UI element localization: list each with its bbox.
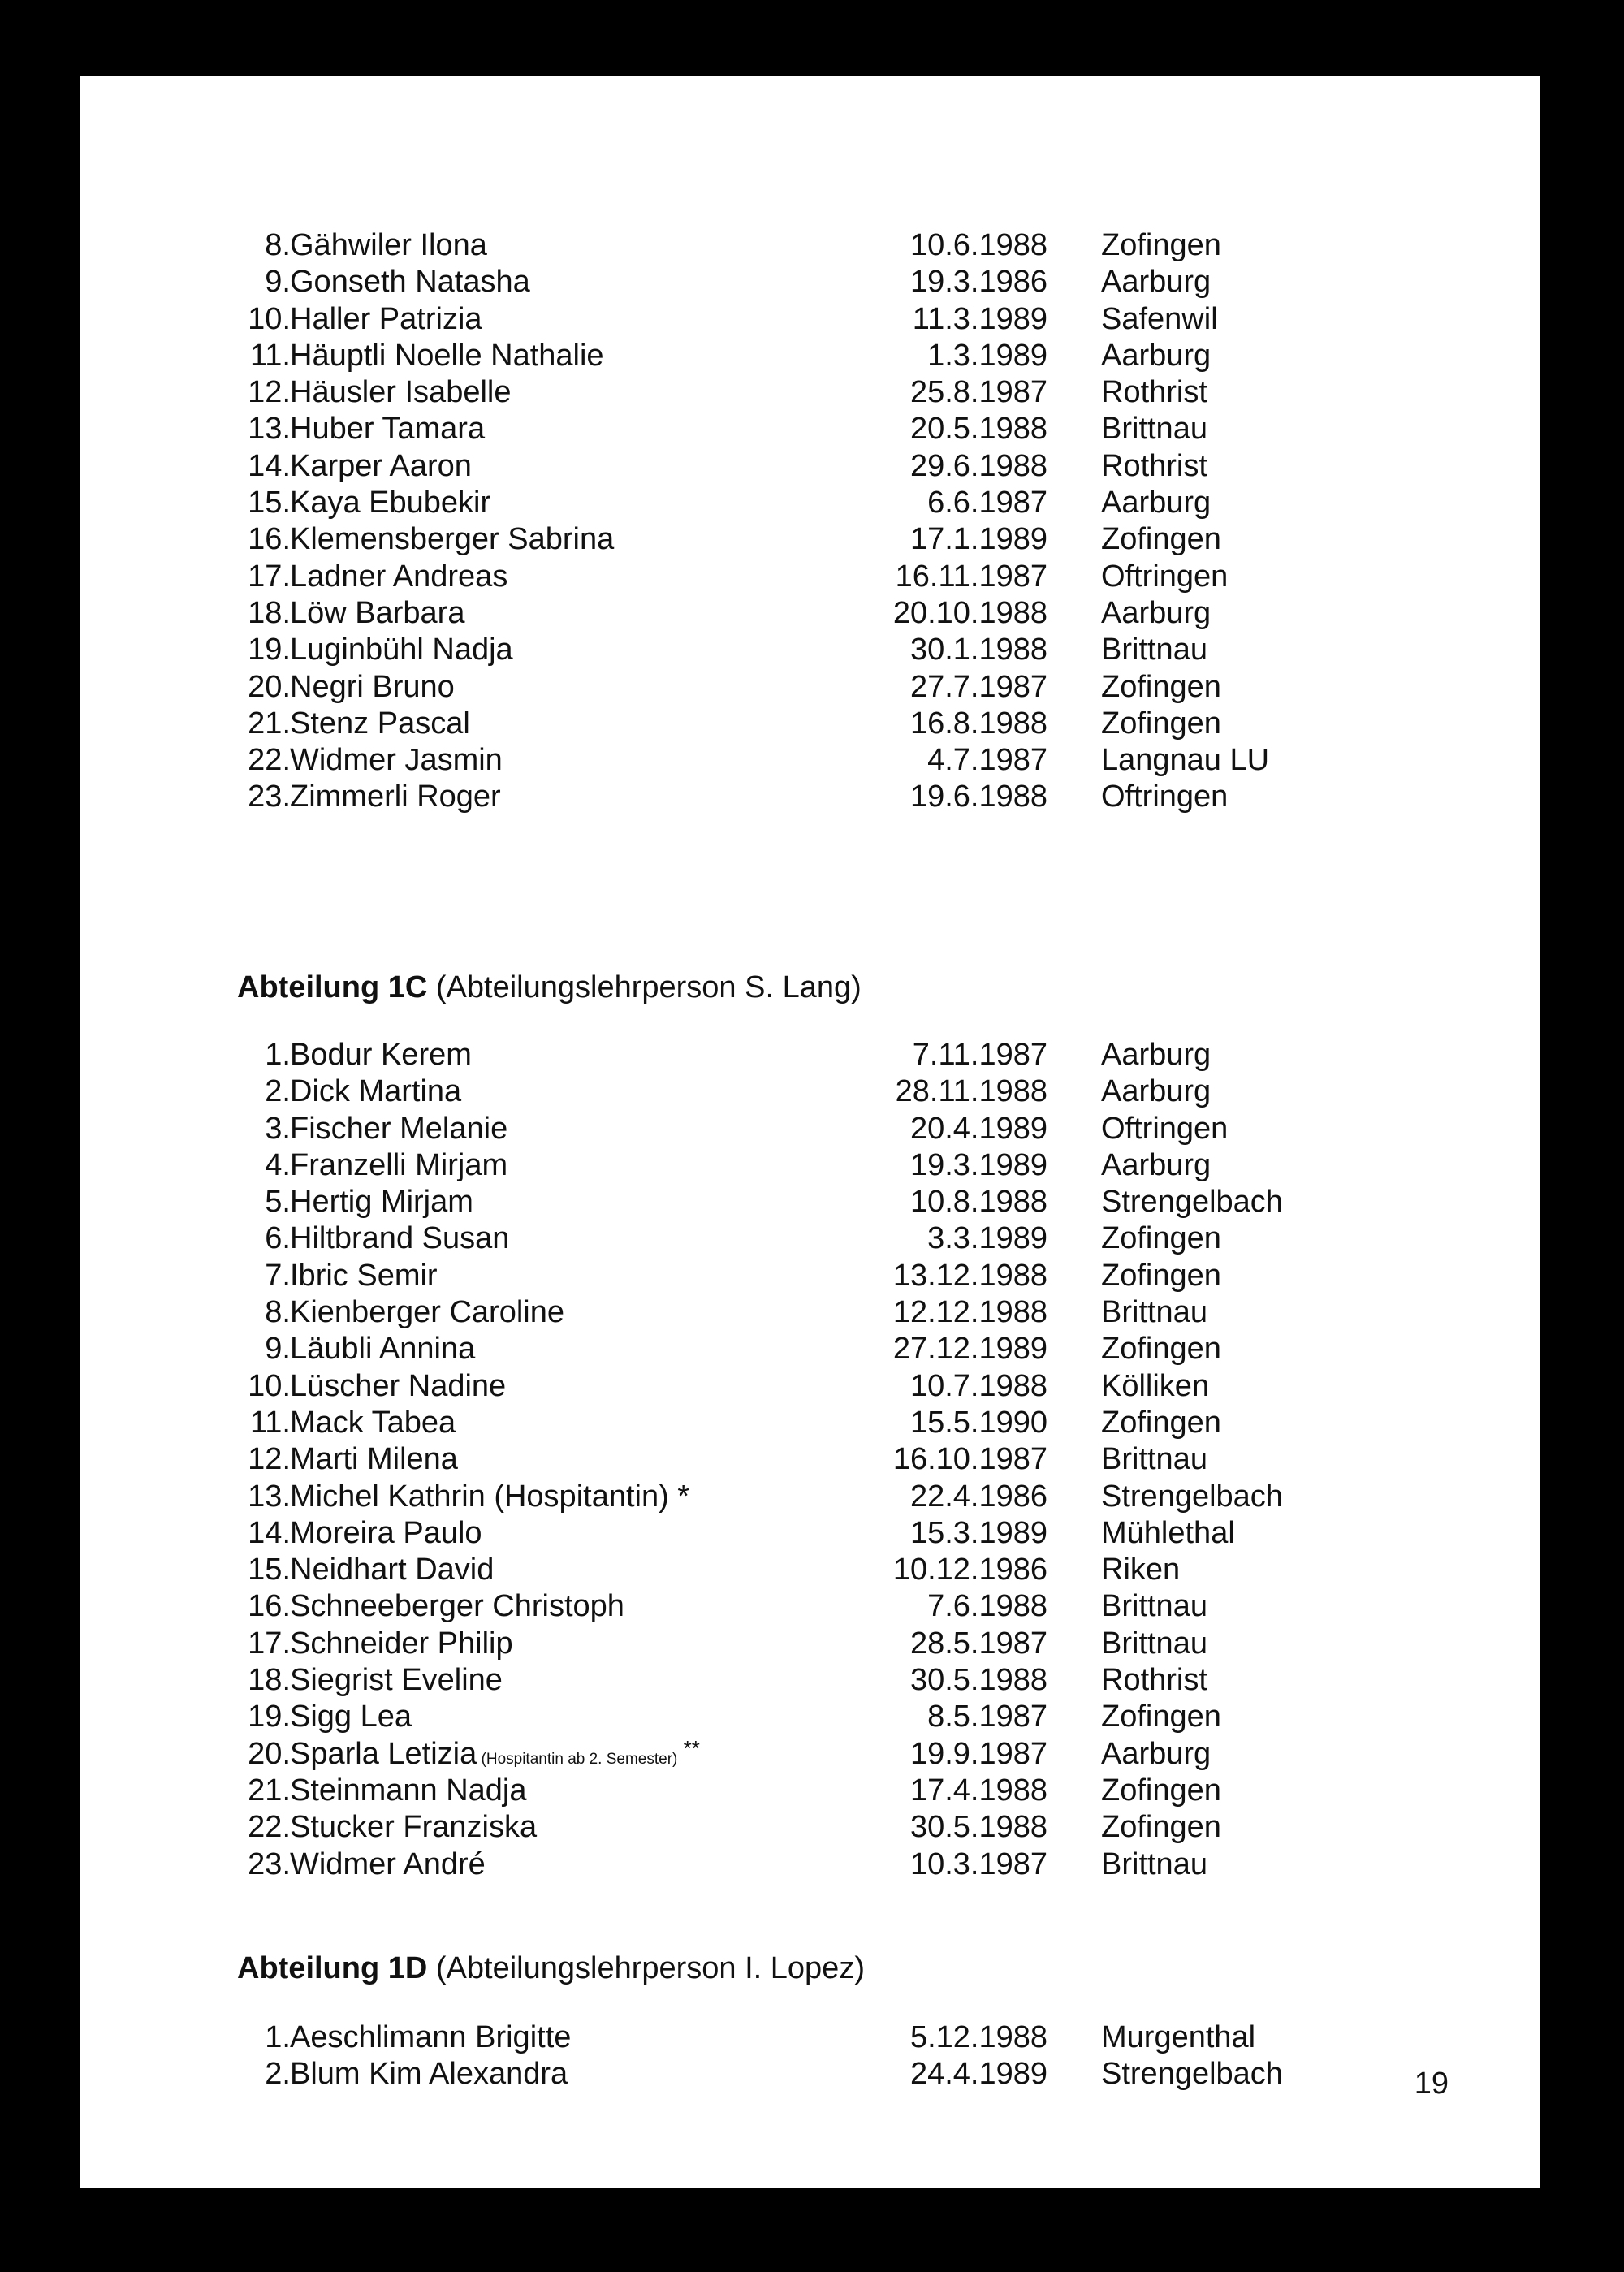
section-teacher-1d: (Abteilungslehrperson I. Lopez)	[427, 1951, 865, 1985]
student-name: Fischer Melanie	[290, 1111, 508, 1146]
student-name: Widmer Jasmin	[290, 743, 503, 778]
hometown: Langnau LU	[1101, 743, 1270, 778]
row-number: 10.	[248, 301, 291, 336]
student-name-cell	[290, 779, 501, 815]
student-name-cell	[290, 411, 485, 447]
table-row	[80, 1331, 1540, 1367]
student-name-cell	[290, 1699, 412, 1735]
row-number: 16.	[248, 522, 291, 557]
row-number: 15.	[248, 486, 291, 520]
footnote-mark: **	[677, 1735, 700, 1760]
student-name-cell	[290, 264, 530, 300]
hometown: Oftringen	[1101, 1111, 1229, 1146]
student-name-cell	[290, 595, 464, 632]
student-name-cell	[290, 1184, 473, 1220]
hometown: Murgenthal	[1101, 2020, 1256, 2054]
section-heading-1d	[237, 1950, 865, 1987]
table-row	[80, 1736, 1540, 1773]
table-row	[80, 1479, 1540, 1515]
hometown: Brittnau	[1101, 1626, 1207, 1661]
row-number: 7.	[265, 1258, 291, 1293]
table-row	[80, 301, 1540, 338]
birth-date: 16.10.1987	[892, 1442, 1047, 1477]
student-name: Karper Aaron	[290, 448, 472, 483]
row-number: 13.	[248, 1479, 291, 1514]
birth-date: 20.10.1988	[892, 595, 1047, 630]
table-row	[80, 374, 1540, 411]
student-name-cell	[290, 1662, 503, 1699]
hometown: Oftringen	[1101, 780, 1229, 814]
table-row	[80, 485, 1540, 521]
table-row	[80, 1037, 1540, 1073]
student-name-cell	[290, 1479, 689, 1515]
section-heading-1c	[237, 969, 862, 1006]
student-name-cell	[290, 1847, 486, 1883]
row-number: 18.	[248, 1663, 291, 1698]
student-name: Stenz Pascal	[290, 706, 470, 741]
row-number: 21.	[248, 1773, 291, 1808]
student-name: Blum Kim Alexandra	[290, 2057, 568, 2092]
birth-date: 10.6.1988	[909, 228, 1047, 262]
birth-date: 15.3.1989	[909, 1515, 1047, 1550]
hometown: Zofingen	[1101, 1700, 1221, 1734]
hometown: Aarburg	[1101, 265, 1212, 300]
student-name: Luginbühl Nadja	[290, 633, 513, 667]
birth-date: 30.5.1988	[909, 1663, 1047, 1698]
hometown: Rothrist	[1101, 448, 1207, 483]
table-row	[80, 742, 1540, 779]
student-name: Ladner Andreas	[290, 559, 508, 594]
table-row	[80, 1368, 1540, 1405]
row-number: 12.	[248, 1442, 291, 1477]
birth-date: 1.3.1989	[927, 338, 1047, 373]
row-number: 17.	[248, 559, 291, 594]
table-row	[80, 1552, 1540, 1588]
row-number: 21.	[248, 706, 291, 741]
student-name: Löw Barbara	[290, 595, 465, 630]
student-name-cell	[290, 669, 455, 706]
student-name: Schneeberger Christoph	[290, 1589, 624, 1624]
student-name-cell	[290, 632, 513, 668]
hometown: Mühlethal	[1101, 1515, 1235, 1550]
birth-date: 20.5.1988	[909, 412, 1047, 447]
student-list-1c	[80, 1037, 1540, 1883]
birth-date: 19.9.1987	[909, 1736, 1047, 1771]
row-number: 11.	[249, 1405, 291, 1440]
hometown: Rothrist	[1101, 1663, 1207, 1698]
student-name: Lüscher Nadine	[290, 1368, 507, 1403]
table-row	[80, 1111, 1540, 1147]
student-name: Bodur Kerem	[290, 1038, 472, 1072]
table-row	[80, 1515, 1540, 1552]
birth-date: 30.1.1988	[909, 633, 1047, 667]
student-name: Franzelli Mirjam	[290, 1147, 508, 1182]
hometown: Aarburg	[1101, 1736, 1212, 1771]
row-number: 3.	[265, 1111, 291, 1146]
birth-date: 5.12.1988	[909, 2020, 1047, 2054]
table-row	[80, 1809, 1540, 1846]
student-name: Sparla Letizia	[290, 1736, 477, 1771]
hometown: Aarburg	[1101, 1147, 1212, 1182]
row-number: 1.	[265, 2020, 291, 2054]
student-name-cell	[290, 1405, 456, 1441]
birth-date: 27.12.1989	[892, 1332, 1047, 1367]
row-number: 8.	[265, 1295, 291, 1330]
hometown: Brittnau	[1101, 1589, 1207, 1624]
student-name-cell	[290, 2056, 568, 2093]
row-number: 22.	[248, 743, 291, 778]
table-row	[80, 2019, 1540, 2056]
student-name-cell	[290, 448, 472, 485]
birth-date: 16.11.1987	[895, 559, 1047, 594]
birth-date: 19.3.1986	[909, 265, 1047, 300]
student-name: Aeschlimann Brigitte	[290, 2020, 572, 2054]
row-number: 20.	[248, 1736, 291, 1771]
row-number: 4.	[265, 1147, 291, 1182]
student-name: Widmer André	[290, 1847, 486, 1881]
row-number: 23.	[248, 1847, 291, 1881]
student-name: Häusler Isabelle	[290, 375, 512, 410]
student-name: Marti Milena	[290, 1442, 458, 1477]
student-name: Neidhart David	[290, 1553, 495, 1587]
student-name-cell	[290, 1626, 513, 1662]
row-number: 9.	[265, 265, 291, 300]
table-row	[80, 521, 1540, 558]
birth-date: 11.3.1989	[912, 301, 1047, 336]
hometown: Zofingen	[1101, 1773, 1221, 1808]
row-number: 13.	[248, 412, 291, 447]
hometown: Aarburg	[1101, 1038, 1212, 1072]
table-row	[80, 1588, 1540, 1625]
student-name-cell	[290, 1368, 506, 1405]
student-name-cell	[290, 1073, 461, 1110]
birth-date: 10.7.1988	[909, 1368, 1047, 1403]
student-name: Steinmann Nadja	[290, 1773, 527, 1808]
row-number: 22.	[248, 1810, 291, 1845]
birth-date: 19.6.1988	[909, 780, 1047, 814]
table-row	[80, 338, 1540, 374]
table-row	[80, 1626, 1540, 1662]
row-number: 6.	[265, 1221, 291, 1256]
student-name-cell	[290, 1037, 472, 1073]
birth-date: 17.4.1988	[909, 1773, 1047, 1808]
hometown: Kölliken	[1101, 1368, 1210, 1403]
table-row	[80, 227, 1540, 264]
row-number: 14.	[248, 1515, 291, 1550]
student-name: Stucker Franziska	[290, 1810, 538, 1845]
student-name: Läubli Annina	[290, 1332, 476, 1367]
hometown: Strengelbach	[1101, 1479, 1283, 1514]
birth-date: 25.8.1987	[909, 375, 1047, 410]
birth-date: 17.1.1989	[909, 522, 1047, 557]
hometown: Brittnau	[1101, 1295, 1207, 1330]
table-row	[80, 1294, 1540, 1331]
birth-date: 4.7.1987	[927, 743, 1047, 778]
student-name-cell	[290, 1331, 475, 1367]
student-name-cell	[290, 1111, 508, 1147]
row-number: 2.	[265, 2057, 291, 2092]
row-number: 12.	[248, 375, 291, 410]
student-name-cell	[290, 1588, 624, 1625]
student-name-cell	[290, 1147, 508, 1184]
table-row	[80, 2056, 1540, 2093]
birth-date: 10.8.1988	[909, 1185, 1047, 1220]
student-name: Negri Bruno	[290, 669, 455, 704]
row-number: 18.	[248, 595, 291, 630]
student-name-cell	[290, 706, 470, 742]
student-name-cell	[290, 1736, 700, 1777]
student-name: Kaya Ebubekir	[290, 486, 491, 520]
birth-date: 24.4.1989	[909, 2057, 1047, 2092]
hometown: Brittnau	[1101, 1442, 1207, 1477]
hometown: Zofingen	[1101, 1332, 1221, 1367]
table-row	[80, 1699, 1540, 1735]
hometown: Aarburg	[1101, 486, 1212, 520]
student-name: Mack Tabea	[290, 1405, 456, 1440]
hometown: Aarburg	[1101, 338, 1212, 373]
birth-date: 28.11.1988	[895, 1074, 1047, 1109]
birth-date: 10.3.1987	[909, 1847, 1047, 1881]
student-name-cell	[290, 1809, 537, 1846]
student-name-cell	[290, 1258, 438, 1294]
birth-date: 15.5.1990	[909, 1405, 1047, 1440]
student-name: Hertig Mirjam	[290, 1185, 473, 1220]
row-number: 17.	[248, 1626, 291, 1661]
table-row	[80, 1220, 1540, 1257]
table-row	[80, 559, 1540, 595]
hometown: Aarburg	[1101, 1074, 1212, 1109]
student-name: Siegrist Eveline	[290, 1663, 503, 1698]
hometown: Brittnau	[1101, 633, 1207, 667]
student-name-cell	[290, 2019, 571, 2056]
birth-date: 30.5.1988	[909, 1810, 1047, 1845]
hometown: Strengelbach	[1101, 1185, 1283, 1220]
table-row	[80, 706, 1540, 742]
row-number: 19.	[248, 633, 291, 667]
birth-date: 8.5.1987	[927, 1700, 1047, 1734]
student-name: Haller Patrizia	[290, 301, 482, 336]
student-name: Moreira Paulo	[290, 1515, 482, 1550]
student-name: Kienberger Caroline	[290, 1295, 564, 1330]
birth-date: 7.11.1987	[912, 1038, 1047, 1072]
birth-date: 20.4.1989	[909, 1111, 1047, 1146]
hometown: Zofingen	[1101, 1810, 1221, 1845]
student-name-cell	[290, 521, 614, 558]
page-number: 19	[1414, 2067, 1449, 2101]
student-name-cell	[290, 1552, 494, 1588]
birth-date: 13.12.1988	[892, 1258, 1047, 1293]
student-list-continued	[80, 227, 1540, 816]
student-name: Sigg Lea	[290, 1700, 412, 1734]
section-title-1d: Abteilung 1D	[237, 1951, 428, 1985]
birth-date: 27.7.1987	[909, 669, 1047, 704]
row-number: 1.	[265, 1038, 291, 1072]
row-number: 10.	[248, 1368, 291, 1403]
student-name-cell	[290, 374, 511, 411]
student-name-cell	[290, 1220, 509, 1257]
hometown: Strengelbach	[1101, 2057, 1283, 2092]
hometown: Safenwil	[1101, 301, 1218, 336]
table-row	[80, 595, 1540, 632]
birth-date: 7.6.1988	[927, 1589, 1047, 1624]
hometown: Zofingen	[1101, 1221, 1221, 1256]
student-name: Häuptli Noelle Nathalie	[290, 338, 604, 373]
table-row	[80, 1073, 1540, 1110]
birth-date: 29.6.1988	[909, 448, 1047, 483]
birth-date: 6.6.1987	[927, 486, 1047, 520]
student-name-cell	[290, 1441, 458, 1478]
student-name: Hiltbrand Susan	[290, 1221, 510, 1256]
student-name-cell	[290, 338, 604, 374]
table-row	[80, 632, 1540, 668]
student-name-cell	[290, 1294, 564, 1331]
birth-date: 19.3.1989	[909, 1147, 1047, 1182]
row-number: 8.	[265, 228, 291, 262]
row-number: 19.	[248, 1700, 291, 1734]
table-row	[80, 1662, 1540, 1699]
table-row	[80, 1258, 1540, 1294]
section-title-1c: Abteilung 1C	[237, 970, 428, 1004]
table-row	[80, 1184, 1540, 1220]
hometown: Zofingen	[1101, 522, 1221, 557]
birth-date: 16.8.1988	[909, 706, 1047, 741]
table-row	[80, 1847, 1540, 1883]
student-name-cell	[290, 227, 487, 264]
table-row	[80, 448, 1540, 485]
student-name-cell	[290, 485, 490, 521]
hometown: Zofingen	[1101, 1258, 1221, 1293]
student-name: Huber Tamara	[290, 412, 486, 447]
row-number: 20.	[248, 669, 291, 704]
student-name-cell	[290, 1515, 482, 1552]
row-number: 15.	[248, 1553, 291, 1587]
table-row	[80, 669, 1540, 706]
hometown: Rothrist	[1101, 375, 1207, 410]
hometown: Zofingen	[1101, 669, 1221, 704]
birth-date: 10.12.1986	[892, 1553, 1047, 1587]
hometown: Brittnau	[1101, 1847, 1207, 1881]
table-row	[80, 411, 1540, 447]
student-name: Ibric Semir	[290, 1258, 438, 1293]
student-name: Gähwiler Ilona	[290, 228, 487, 262]
table-row	[80, 264, 1540, 300]
student-list-1d	[80, 2019, 1540, 2093]
document-page	[80, 76, 1540, 2188]
row-number: 11.	[249, 338, 291, 373]
table-row	[80, 1773, 1540, 1809]
birth-date: 28.5.1987	[909, 1626, 1047, 1661]
row-number: 16.	[248, 1589, 291, 1624]
row-number: 23.	[248, 780, 291, 814]
table-row	[80, 1147, 1540, 1184]
table-row	[80, 779, 1540, 815]
student-name-cell	[290, 1773, 527, 1809]
hometown: Riken	[1101, 1553, 1181, 1587]
student-name: Schneider Philip	[290, 1626, 513, 1661]
row-number: 2.	[265, 1074, 291, 1109]
table-row	[80, 1405, 1540, 1441]
student-note: (Hospitantin ab 2. Semester)	[477, 1750, 678, 1768]
student-name: Gonseth Natasha	[290, 265, 530, 300]
hometown: Zofingen	[1101, 706, 1221, 741]
student-name: Zimmerli Roger	[290, 780, 501, 814]
student-name: Dick Martina	[290, 1074, 462, 1109]
hometown: Aarburg	[1101, 595, 1212, 630]
table-row	[80, 1441, 1540, 1478]
hometown: Brittnau	[1101, 412, 1207, 447]
row-number: 14.	[248, 448, 291, 483]
section-teacher-1c: (Abteilungslehrperson S. Lang)	[427, 970, 862, 1004]
student-name: Michel Kathrin (Hospitantin) *	[290, 1479, 690, 1514]
student-name-cell	[290, 301, 482, 338]
student-name-cell	[290, 742, 503, 779]
hometown: Zofingen	[1101, 1405, 1221, 1440]
birth-date: 3.3.1989	[927, 1221, 1047, 1256]
student-name-cell	[290, 559, 508, 595]
hometown: Oftringen	[1101, 559, 1229, 594]
hometown: Zofingen	[1101, 228, 1221, 262]
student-name: Klemensberger Sabrina	[290, 522, 615, 557]
row-number: 5.	[265, 1185, 291, 1220]
birth-date: 22.4.1986	[909, 1479, 1047, 1514]
row-number: 9.	[265, 1332, 291, 1367]
birth-date: 12.12.1988	[892, 1295, 1047, 1330]
